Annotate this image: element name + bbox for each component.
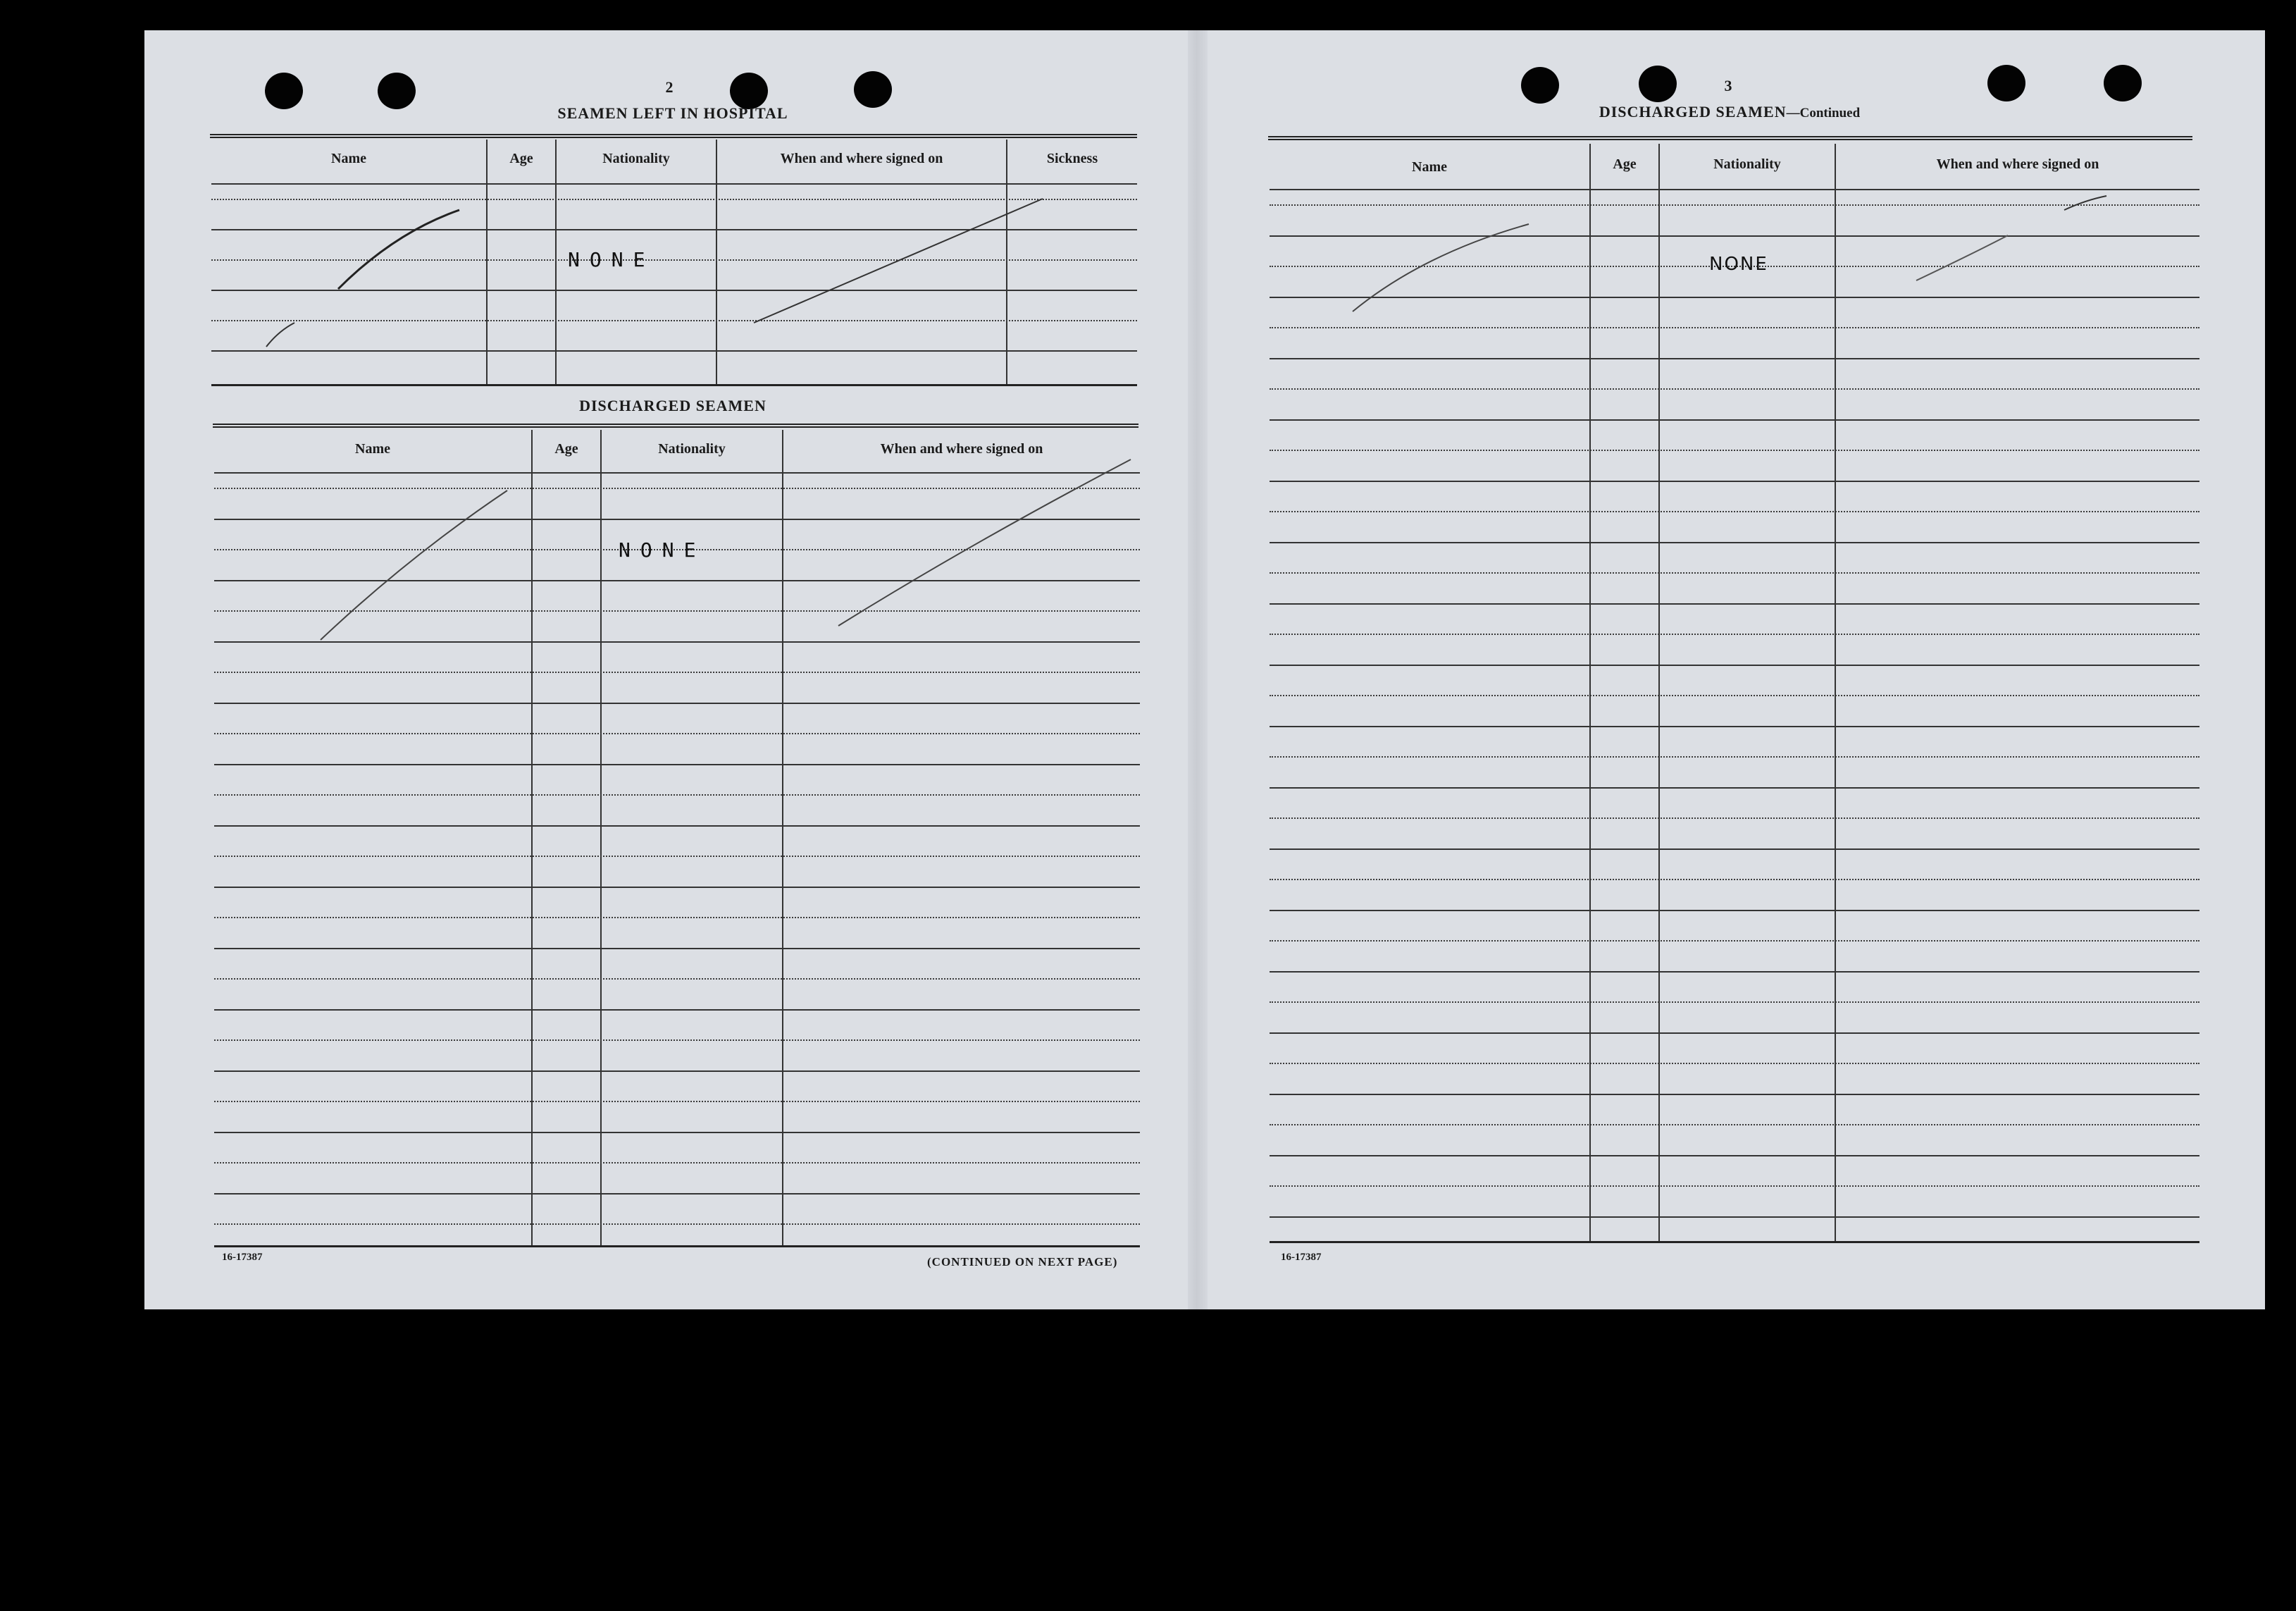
section-title-hospital: SEAMEN LEFT IN HOSPITAL	[557, 104, 788, 122]
entry-line	[1270, 358, 2199, 359]
column-header-age: Age	[509, 151, 533, 166]
entry-line	[214, 1132, 1140, 1133]
section-title-discharged-continued	[1536, 103, 1923, 121]
column-header-when-where: When and where signed on	[880, 441, 1043, 457]
entry-line	[1270, 572, 2199, 574]
entry-line	[214, 703, 1140, 704]
entry-line	[1270, 1001, 2199, 1003]
column-divider	[1589, 144, 1591, 1243]
punch-hole	[1639, 66, 1677, 102]
section-title-suffix: —Continued	[1786, 106, 1861, 121]
entry-line	[211, 320, 1137, 321]
entry-line	[1270, 388, 2199, 390]
entry-line	[1270, 879, 2199, 880]
entry-line	[214, 672, 1140, 673]
entry-line	[1270, 756, 2199, 758]
entry-line	[1270, 1185, 2199, 1187]
entry-line	[1270, 1094, 2199, 1095]
entry-line	[1270, 1124, 2199, 1125]
entry-line	[1270, 665, 2199, 666]
discharged-continued-table	[1270, 144, 2199, 1243]
entry-line	[1270, 817, 2199, 819]
entry-line	[214, 825, 1140, 827]
entry-line	[1270, 1155, 2199, 1156]
column-divider	[716, 140, 717, 386]
column-divider	[1658, 144, 1660, 1243]
column-header-age: Age	[554, 441, 578, 457]
punch-hole	[854, 71, 892, 108]
entry-line	[1270, 848, 2199, 850]
none-stamp: NONE	[619, 538, 706, 562]
column-divider	[486, 140, 488, 386]
entry-line	[1270, 1063, 2199, 1064]
entry-line	[214, 488, 1140, 489]
column-divider	[1006, 140, 1007, 386]
none-stamp: NONE	[568, 248, 655, 271]
column-header-name: Name	[1412, 159, 1447, 175]
page-number: 3	[1724, 77, 1732, 94]
column-header-nationality: Nationality	[1713, 156, 1781, 172]
none-stamp: NONE	[1709, 254, 1768, 275]
entry-line	[214, 519, 1140, 520]
entry-line	[214, 978, 1140, 980]
entry-line	[214, 610, 1140, 612]
entry-line	[1270, 726, 2199, 727]
entry-line	[1270, 971, 2199, 973]
entry-line	[1270, 450, 2199, 451]
entry-line	[1270, 481, 2199, 482]
column-divider	[1835, 144, 1836, 1243]
entry-line	[214, 1009, 1140, 1011]
punch-hole	[1987, 65, 2025, 101]
column-divider	[782, 430, 783, 1247]
column-divider	[555, 140, 557, 386]
section-title-text: DISCHARGED SEAMEN	[1599, 103, 1787, 121]
entry-line	[214, 1162, 1140, 1164]
form-code: 16-17387	[1281, 1252, 1322, 1263]
entry-line	[1270, 327, 2199, 328]
column-header-sickness: Sickness	[1046, 151, 1098, 166]
entry-line	[1270, 542, 2199, 543]
entry-line	[211, 199, 1137, 200]
entry-line	[1270, 603, 2199, 605]
entry-line	[214, 887, 1140, 888]
column-header-nationality: Nationality	[602, 151, 670, 166]
entry-line	[1270, 419, 2199, 421]
punch-hole	[2104, 65, 2142, 101]
entry-line	[211, 259, 1137, 261]
column-header-when-where: When and where signed on	[1936, 156, 2099, 172]
entry-line	[214, 948, 1140, 949]
entry-line	[214, 917, 1140, 918]
entry-line	[1270, 695, 2199, 696]
column-header-nationality: Nationality	[658, 441, 726, 457]
entry-line	[214, 1039, 1140, 1041]
entry-line	[1270, 1032, 2199, 1034]
entry-line	[214, 794, 1140, 796]
header-rule	[1268, 136, 2192, 140]
header-rule	[210, 134, 1137, 138]
column-header-name: Name	[355, 441, 390, 457]
entry-line	[214, 1101, 1140, 1102]
entry-line	[211, 290, 1137, 291]
entry-line	[214, 641, 1140, 643]
entry-line	[214, 1193, 1140, 1195]
entry-line	[1270, 235, 2199, 237]
punch-hole	[1521, 67, 1559, 104]
entry-line	[214, 764, 1140, 765]
table-bottom-rule	[211, 384, 1137, 386]
section-title-discharged: DISCHARGED SEAMEN	[579, 397, 767, 414]
entry-line	[1270, 787, 2199, 789]
entry-line	[1270, 204, 2199, 206]
entry-line	[1270, 297, 2199, 298]
entry-line	[214, 1223, 1140, 1225]
page-number: 2	[665, 78, 674, 96]
column-divider	[600, 430, 602, 1247]
table-bottom-rule	[214, 1245, 1140, 1247]
column-header-when-where: When and where signed on	[780, 151, 943, 166]
form-code: 16-17387	[222, 1252, 263, 1263]
entry-line	[214, 733, 1140, 734]
entry-line	[1270, 940, 2199, 942]
column-header-name: Name	[331, 151, 366, 166]
entry-line	[214, 580, 1140, 581]
table-bottom-rule	[1270, 1241, 2199, 1243]
column-divider	[531, 430, 533, 1247]
entry-line	[1270, 511, 2199, 512]
entry-line	[214, 1070, 1140, 1072]
hospital-table	[211, 140, 1137, 386]
page-fold	[1188, 30, 1208, 1309]
entry-line	[1270, 1216, 2199, 1218]
punch-hole	[378, 73, 416, 109]
punch-hole	[265, 73, 303, 109]
entry-line	[211, 229, 1137, 230]
entry-line	[214, 856, 1140, 857]
header-rule	[213, 424, 1138, 428]
continued-note: (CONTINUED ON NEXT PAGE)	[927, 1255, 1118, 1269]
column-header-age: Age	[1613, 156, 1637, 172]
entry-line	[211, 350, 1137, 352]
entry-line	[1270, 910, 2199, 911]
entry-line	[1270, 634, 2199, 635]
